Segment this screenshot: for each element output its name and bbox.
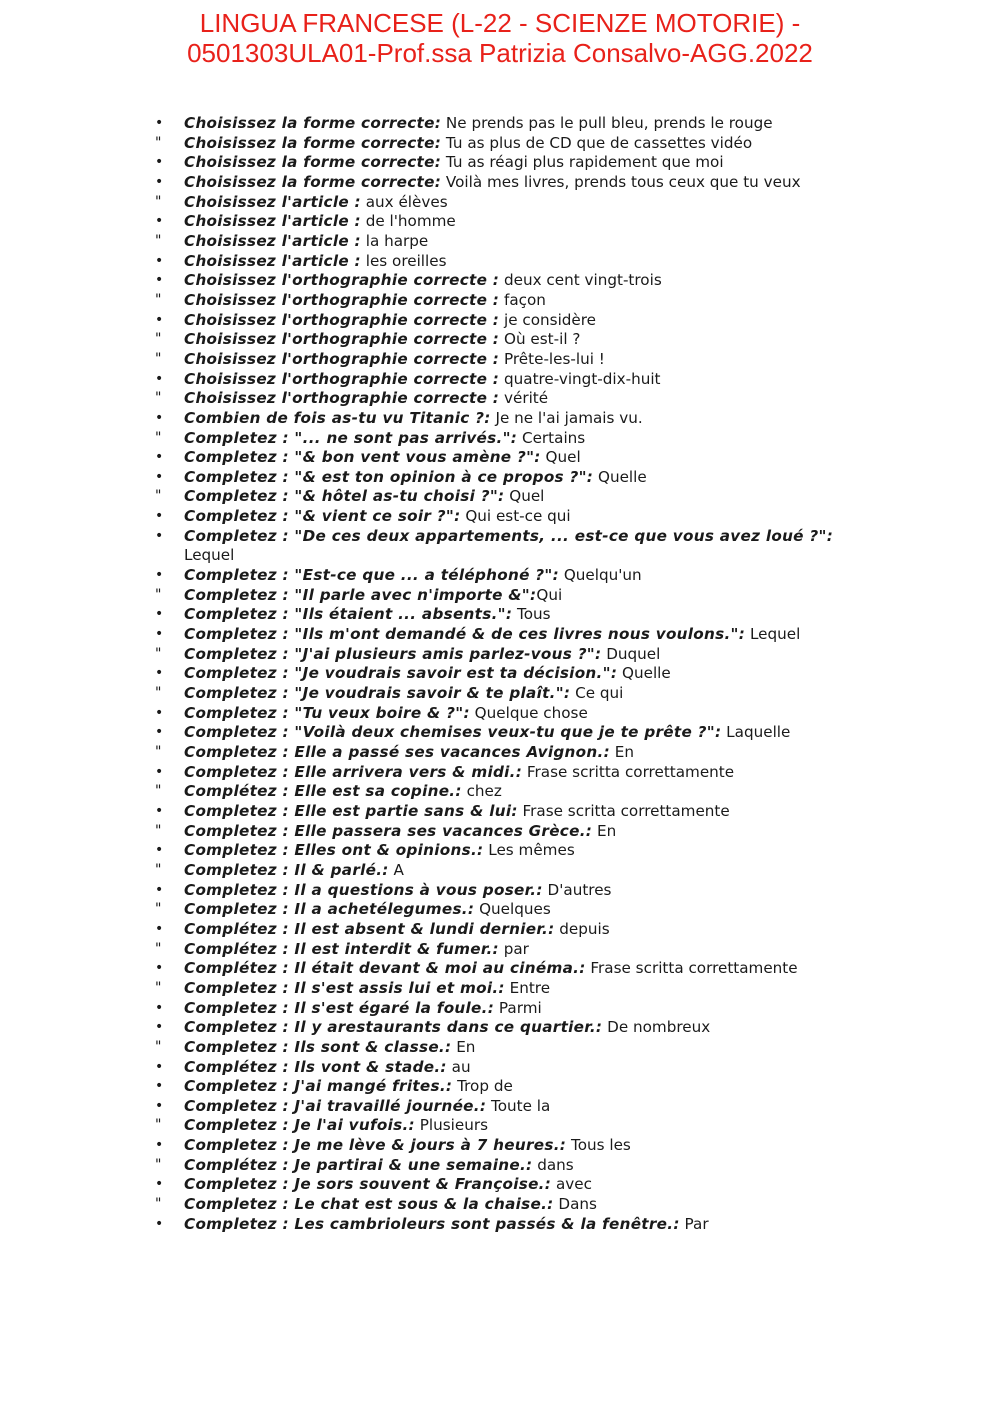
list-item <box>150 1038 880 1058</box>
list-item <box>150 743 880 763</box>
answer-text: Qui est-ce qui <box>460 507 571 526</box>
question-text: Completez : Il a questions à vous poser.: <box>184 880 543 899</box>
list-marker: " <box>155 744 162 760</box>
answer-text: deux cent vingt-trois <box>499 271 662 290</box>
answer-text: je considère <box>499 310 597 329</box>
list-marker: " <box>155 1038 162 1055</box>
question-text: Completez : "Je voudrais savoir est ta décision.": <box>184 664 618 683</box>
question-text: Choisissez l'article : <box>184 192 361 211</box>
list-item <box>150 193 880 213</box>
list-item <box>150 1175 880 1195</box>
list-marker: • <box>155 626 164 643</box>
list-item <box>150 999 880 1019</box>
question-text: Choisissez la forme correcte: <box>184 153 442 172</box>
question-text: Choisissez l'orthographie correcte : <box>184 369 500 388</box>
question-text: Completez : Le chat est sous & la chaise.: <box>184 1195 554 1214</box>
list-marker: " <box>155 134 162 151</box>
question-text: Completez : Je me lève & jours à 7 heures.: <box>184 1136 567 1155</box>
answer-text: Tous <box>512 605 551 624</box>
question-text: Completez : "Voilà deux chemises veux-tu que je te prête ?": <box>184 723 722 742</box>
question-text: Completez : Je l'ai vufois.: <box>184 1116 415 1135</box>
answer-text: dans <box>532 1155 574 1174</box>
answer-text: Quelques <box>474 900 551 919</box>
question-text: Completez : Elle a passé ses vacances Avignon.: <box>184 743 610 761</box>
question-text: Completez : Il y arestaurants dans ce quartier.: <box>184 1018 603 1037</box>
list-item <box>150 311 880 331</box>
answer-text: Tu as réagi plus rapidement que moi <box>441 153 724 172</box>
list-marker: • <box>155 468 164 485</box>
answer-text: En <box>592 821 617 840</box>
question-text: Completez : J'ai mangé frites.: <box>184 1077 453 1096</box>
answer-text: Ne prends pas le pull bleu, prends le rouge <box>441 114 773 132</box>
list-item <box>150 586 880 606</box>
list-item <box>150 448 880 468</box>
list-item <box>150 881 880 901</box>
list-item <box>150 1156 880 1176</box>
question-text: Choisissez l'orthographie correcte : <box>184 271 500 290</box>
list-item <box>150 527 880 566</box>
list-item <box>150 704 880 724</box>
answer-text: par <box>498 939 529 958</box>
answer-text: Quel <box>540 448 581 467</box>
answer-text: D'autres <box>542 880 612 899</box>
list-marker: • <box>155 960 164 977</box>
question-text: Completez : J'ai travaillé journée.: <box>184 1096 487 1115</box>
answer-text: Toute la <box>486 1096 551 1115</box>
answer-text: Prête-les-lui ! <box>499 349 605 368</box>
list-marker: • <box>155 802 164 819</box>
answer-text: de l'homme <box>360 212 456 231</box>
list-item <box>150 153 880 173</box>
list-item <box>150 920 880 940</box>
answer-text: aux élèves <box>360 192 448 211</box>
question-text: Completez : "De ces deux appartements, ... est-ce que vous avez loué ?": <box>184 526 834 545</box>
answer-text: Par <box>679 1214 709 1233</box>
list-marker: " <box>155 783 162 800</box>
list-item <box>150 252 880 272</box>
answer-text: Voilà mes livres, prends tous ceux que tu veux <box>441 172 801 191</box>
list-item <box>150 1058 880 1078</box>
title-line-2: 0501303ULA01-Prof.ssa Patrizia Consalvo-AGG.2022 <box>187 38 813 68</box>
list-item <box>150 900 880 920</box>
question-text: Complétez : Elle est sa copine.: <box>184 782 462 801</box>
question-text: Completez : "Tu veux boire & ?": <box>184 703 470 722</box>
answer-text: Quel <box>504 487 545 506</box>
answer-text: Frase scritta correttamente <box>522 762 735 781</box>
answer-text: Quelque chose <box>469 703 588 722</box>
question-text: Completez : Elles ont & opinions.: <box>184 841 484 860</box>
list-marker: " <box>155 586 162 603</box>
list-marker: • <box>155 1078 164 1095</box>
question-text: Completez : "& hôtel as-tu choisi ?": <box>184 487 505 506</box>
list-marker: • <box>155 370 164 387</box>
list-item <box>150 1116 880 1136</box>
answer-text: Laquelle <box>721 723 791 742</box>
list-item <box>150 625 880 645</box>
list-item <box>150 409 880 429</box>
list-item <box>150 723 880 743</box>
question-text: Choisissez l'orthographie correcte : <box>184 330 500 349</box>
question-text: Completez : "Est-ce que ... a téléphoné ?": <box>184 566 559 585</box>
list-marker: " <box>155 940 162 957</box>
list-marker: • <box>155 704 164 721</box>
list-marker: • <box>155 606 164 623</box>
question-text: Combien de fois as-tu vu Titanic ?: <box>184 408 491 427</box>
answer-text: Certains <box>517 428 586 447</box>
list-marker: • <box>155 1097 164 1114</box>
list-marker: • <box>155 1019 164 1036</box>
question-text: Completez : Ils sont & classe.: <box>184 1037 452 1056</box>
question-text: Completez : Je sors souvent & Françoise.: <box>184 1175 552 1194</box>
answer-text: Entre <box>504 978 551 997</box>
answer-text: vérité <box>499 389 549 408</box>
question-text: Completez : Elle est partie sans & lui: <box>184 801 518 820</box>
answer-text: façon <box>499 290 546 309</box>
answer-text: quatre-vingt-dix-huit <box>499 369 661 388</box>
question-text: Complétez : Il était devant & moi au cinéma.: <box>184 959 586 978</box>
question-text: Completez : "& est ton opinion à ce propos ?": <box>184 467 594 486</box>
list-marker: • <box>155 999 164 1016</box>
list-marker: • <box>155 508 164 525</box>
answer-text: Tu as plus de CD que de cassettes vidéo <box>441 133 753 152</box>
answer-text: Plusieurs <box>414 1116 489 1135</box>
list-marker: • <box>155 1176 164 1193</box>
answer-text: Dans <box>553 1195 597 1214</box>
list-item <box>150 1215 880 1235</box>
list-item <box>150 507 880 527</box>
question-text: Complétez : Ils vont & stade.: <box>184 1057 447 1076</box>
list-marker: " <box>155 901 162 918</box>
answer-text: En <box>451 1037 476 1056</box>
question-text: Completez : "& bon vent vous amène ?": <box>184 448 541 467</box>
question-text: Completez : "Il parle avec n'importe &": <box>184 585 537 604</box>
list-item <box>150 645 880 665</box>
list-marker: • <box>155 1137 164 1154</box>
list-item <box>150 822 880 842</box>
list-marker: " <box>155 429 162 446</box>
list-item <box>150 134 880 154</box>
answer-text: Quelle <box>593 467 647 486</box>
list-item <box>150 1195 880 1215</box>
list-item <box>150 1077 880 1097</box>
list-marker: " <box>155 685 162 702</box>
list-marker: " <box>155 1196 162 1213</box>
list-marker: • <box>155 842 164 859</box>
list-item <box>150 232 880 252</box>
list-marker: • <box>155 527 164 544</box>
list-item <box>150 940 880 960</box>
list-marker: " <box>155 350 162 367</box>
question-text: Completez : Les cambrioleurs sont passés & la fenêtre.: <box>184 1214 680 1233</box>
answer-text: au <box>446 1057 471 1076</box>
answer-text: Ce qui <box>570 684 624 703</box>
answer-text: Frase scritta correttamente <box>585 959 798 978</box>
question-text: Completez : "Ils m'ont demandé & de ces livres nous voulons.": <box>184 625 746 644</box>
list-marker: • <box>155 154 164 171</box>
list-marker: " <box>155 331 162 348</box>
list-item <box>150 1097 880 1117</box>
answer-text: avec <box>551 1175 592 1194</box>
list-marker: • <box>155 724 164 741</box>
question-text: Completez : Il & parlé.: <box>184 860 389 879</box>
list-item <box>150 114 880 134</box>
list-marker: " <box>155 979 162 996</box>
answer-text: Qui <box>536 585 563 604</box>
question-text: Choisissez la forme correcte: <box>184 114 442 132</box>
list-marker: • <box>155 449 164 466</box>
list-item <box>150 802 880 822</box>
list-item <box>150 429 880 449</box>
question-text: Choisissez l'orthographie correcte : <box>184 389 500 408</box>
question-text: Choisissez l'article : <box>184 212 361 231</box>
list-item <box>150 468 880 488</box>
answer-text: les oreilles <box>360 251 447 270</box>
question-text: Choisissez la forme correcte: <box>184 133 442 152</box>
list-marker: • <box>155 665 164 682</box>
list-item <box>150 212 880 232</box>
list-marker: • <box>155 920 164 937</box>
question-text: Completez : "J'ai plusieurs amis parlez-vous ?": <box>184 644 602 663</box>
list-marker: " <box>155 1156 162 1173</box>
answer-text: Parmi <box>494 998 542 1017</box>
list-item <box>150 959 880 979</box>
answer-text: Les mêmes <box>483 841 575 860</box>
list-marker: • <box>155 1215 164 1232</box>
list-marker: • <box>155 763 164 780</box>
question-text: Choisissez l'orthographie correcte : <box>184 349 500 368</box>
question-text: Completez : "Ils étaient ... absents.": <box>184 605 513 624</box>
list-item <box>150 1018 880 1038</box>
question-text: Completez : Elle passera ses vacances Grèce.: <box>184 821 593 840</box>
question-text: Completez : Il s'est assis lui et moi.: <box>184 978 505 997</box>
list-marker: • <box>155 115 164 131</box>
question-text: Choisissez l'article : <box>184 231 361 250</box>
answer-text: Tous les <box>566 1136 631 1155</box>
list-item <box>150 389 880 409</box>
question-text: Choisissez la forme correcte: <box>184 172 442 191</box>
answer-text: Lequel <box>745 625 801 644</box>
answer-text: Je ne l'ai jamais vu. <box>490 408 643 427</box>
list-marker: • <box>155 252 164 269</box>
list-marker: • <box>155 567 164 584</box>
list-item <box>150 350 880 370</box>
question-text: Complétez : Je partirai & une semaine.: <box>184 1155 533 1174</box>
list-item <box>150 684 880 704</box>
list-marker: • <box>155 272 164 289</box>
question-text: Completez : "Je voudrais savoir & te plaît.": <box>184 684 571 703</box>
answer-text: A <box>388 860 404 879</box>
list-item <box>150 763 880 783</box>
list-marker: • <box>155 409 164 426</box>
answer-text: chez <box>461 782 502 801</box>
list-item <box>150 1136 880 1156</box>
list-marker: " <box>155 193 162 210</box>
list-marker: " <box>155 232 162 249</box>
list-marker: " <box>155 488 162 505</box>
list-item <box>150 370 880 390</box>
list-marker: • <box>155 1058 164 1075</box>
question-text: Completez : "... ne sont pas arrivés.": <box>184 428 518 447</box>
list-item <box>150 173 880 193</box>
answer-text: depuis <box>554 919 610 938</box>
list-item <box>150 664 880 684</box>
answer-text: Trop de <box>452 1077 513 1096</box>
list-marker: " <box>155 1117 162 1134</box>
answer-text: Lequel <box>184 546 235 565</box>
list-item <box>150 861 880 881</box>
answer-text: la harpe <box>360 231 429 250</box>
question-text: Choisissez l'orthographie correcte : <box>184 310 500 329</box>
answer-text: Duquel <box>601 644 661 663</box>
list-marker: " <box>155 645 162 662</box>
list-item <box>150 487 880 507</box>
question-text: Completez : Il s'est égaré la foule.: <box>184 998 495 1017</box>
question-text: Choisissez l'article : <box>184 251 361 270</box>
answer-text: Frase scritta correttamente <box>517 801 730 820</box>
list-marker: " <box>155 861 162 878</box>
list-marker: • <box>155 173 164 190</box>
list-marker: • <box>155 311 164 328</box>
list-marker: " <box>155 390 162 407</box>
list-marker: " <box>155 291 162 308</box>
question-text: Complétez : Il est interdit & fumer.: <box>184 939 499 958</box>
answer-text: De nombreux <box>602 1018 711 1037</box>
list-item <box>150 979 880 999</box>
list-marker: • <box>155 881 164 898</box>
answer-text: En <box>609 743 635 761</box>
answer-text: Quelle <box>617 664 671 683</box>
question-text: Completez : Elle arrivera vers & midi.: <box>184 762 523 781</box>
list-item <box>150 291 880 311</box>
answer-text: Quelqu'un <box>559 566 642 585</box>
question-text: Completez : "& vient ce soir ?": <box>184 507 461 526</box>
list-item <box>150 841 880 861</box>
list-item <box>150 330 880 350</box>
page-title <box>0 8 1000 68</box>
list-item <box>150 605 880 625</box>
title-line-1: LINGUA FRANCESE (L-22 - SCIENZE MOTORIE) - <box>199 8 801 38</box>
question-text: Choisissez l'orthographie correcte : <box>184 290 500 309</box>
question-text: Complétez : Il est absent & lundi dernier.: <box>184 919 555 938</box>
list-item <box>150 271 880 291</box>
answer-text: Où est-il ? <box>499 330 581 349</box>
list-marker: " <box>155 822 162 839</box>
question-text: Completez : Il a achetélegumes.: <box>184 900 475 919</box>
list-item <box>150 566 880 586</box>
list-marker: • <box>155 213 164 230</box>
list-item <box>150 782 880 802</box>
question-list <box>150 114 880 1234</box>
